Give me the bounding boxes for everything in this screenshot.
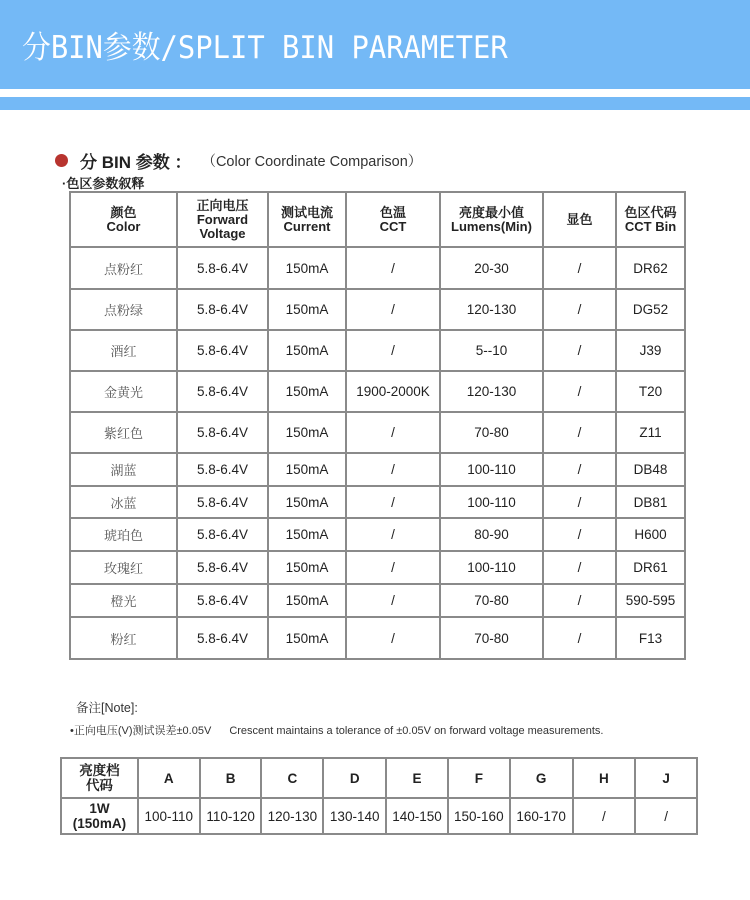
cell-lumens: 120-130 bbox=[440, 371, 543, 412]
cell-value-d: 130-140 bbox=[323, 798, 386, 834]
table-header-row bbox=[70, 192, 685, 247]
cell-cri: / bbox=[543, 412, 616, 453]
table-row bbox=[70, 551, 685, 584]
cell-cri: / bbox=[543, 518, 616, 551]
table-row bbox=[70, 330, 685, 371]
cell-voltage: 5.8-6.4V bbox=[177, 453, 268, 486]
cell-current: 150mA bbox=[268, 453, 346, 486]
header-code-g: G bbox=[510, 758, 573, 798]
cell-cct: / bbox=[346, 330, 440, 371]
cell-value-b: 110-120 bbox=[200, 798, 262, 834]
cell-lumens: 20-30 bbox=[440, 247, 543, 289]
header-code-c: C bbox=[261, 758, 323, 798]
cell-color: 金黄光 bbox=[70, 371, 177, 412]
cell-cct: / bbox=[346, 551, 440, 584]
cell-value-g: 160-170 bbox=[510, 798, 573, 834]
cell-color: 冰蓝 bbox=[70, 486, 177, 518]
table-row bbox=[70, 584, 685, 617]
section-heading bbox=[55, 148, 422, 173]
table-row bbox=[70, 371, 685, 412]
cell-voltage: 5.8-6.4V bbox=[177, 412, 268, 453]
table-row bbox=[70, 453, 685, 486]
cell-lumens: 70-80 bbox=[440, 412, 543, 453]
cell-color: 橙光 bbox=[70, 584, 177, 617]
cell-value-j: / bbox=[635, 798, 697, 834]
cell-bin: DG52 bbox=[616, 289, 685, 330]
cell-cct: / bbox=[346, 584, 440, 617]
cell-color: 湖蓝 bbox=[70, 453, 177, 486]
cell-value-a: 100-110 bbox=[138, 798, 200, 834]
cell-current: 150mA bbox=[268, 371, 346, 412]
note-label: 备注[Note]: bbox=[76, 701, 138, 715]
header-cct: 色温 CCT bbox=[346, 192, 440, 247]
cell-color: 点粉绿 bbox=[70, 289, 177, 330]
cell-bin: 590-595 bbox=[616, 584, 685, 617]
cell-color: 点粉红 bbox=[70, 247, 177, 289]
cell-voltage: 5.8-6.4V bbox=[177, 289, 268, 330]
cell-current: 150mA bbox=[268, 584, 346, 617]
header-color: 颜色 Color bbox=[70, 192, 177, 247]
cell-current: 150mA bbox=[268, 289, 346, 330]
cell-current: 150mA bbox=[268, 486, 346, 518]
cell-cct: 1900-2000K bbox=[346, 371, 440, 412]
cell-cct: / bbox=[346, 486, 440, 518]
cell-cri: / bbox=[543, 551, 616, 584]
cell-lumens: 80-90 bbox=[440, 518, 543, 551]
note-en: Crescent maintains a tolerance of ±0.05V on forward voltage measurements. bbox=[229, 725, 604, 737]
cell-cct: / bbox=[346, 247, 440, 289]
cell-bin: F13 bbox=[616, 617, 685, 659]
note-bullet: • bbox=[70, 725, 74, 737]
header-code-h: H bbox=[573, 758, 636, 798]
cell-color: 酒红 bbox=[70, 330, 177, 371]
header-cct-bin: 色区代码 CCT Bin bbox=[616, 192, 685, 247]
brightness-row bbox=[61, 798, 697, 834]
cell-lumens: 100-110 bbox=[440, 551, 543, 584]
cell-bin: T20 bbox=[616, 371, 685, 412]
cell-current: 150mA bbox=[268, 518, 346, 551]
cell-cri: / bbox=[543, 486, 616, 518]
bin-parameter-table bbox=[69, 191, 686, 660]
cell-value-f: 150-160 bbox=[448, 798, 510, 834]
cell-cct: / bbox=[346, 518, 440, 551]
cell-value-c: 120-130 bbox=[261, 798, 323, 834]
header-current: 测试电流 Current bbox=[268, 192, 346, 247]
cell-color: 玫瑰红 bbox=[70, 551, 177, 584]
row-label-1w: 1W (150mA) bbox=[61, 798, 138, 834]
header-code-d: D bbox=[323, 758, 386, 798]
cell-bin: J39 bbox=[616, 330, 685, 371]
brightness-header-row bbox=[61, 758, 697, 798]
header-code-j: J bbox=[635, 758, 697, 798]
brightness-code-table bbox=[60, 757, 698, 835]
cell-cri: / bbox=[543, 289, 616, 330]
header-lumens-min: 亮度最小值 Lumens(Min) bbox=[440, 192, 543, 247]
note-text bbox=[70, 722, 603, 738]
cell-bin: DR62 bbox=[616, 247, 685, 289]
cell-cri: / bbox=[543, 247, 616, 289]
cell-value-h: / bbox=[573, 798, 636, 834]
table-row bbox=[70, 412, 685, 453]
banner-divider-stripe bbox=[0, 97, 750, 110]
cell-bin: DB48 bbox=[616, 453, 685, 486]
header-banner bbox=[0, 0, 750, 89]
table-row bbox=[70, 486, 685, 518]
section-subtitle: （Color Coordinate Comparison） bbox=[201, 154, 423, 170]
section-title: 分 BIN 参数 ： bbox=[80, 153, 192, 172]
header-color-rendering: 显色 bbox=[543, 192, 616, 247]
cell-voltage: 5.8-6.4V bbox=[177, 371, 268, 412]
cell-cct: / bbox=[346, 412, 440, 453]
note-cn: 正向电压(V)测试误差±0.05V bbox=[73, 725, 212, 737]
cell-voltage: 5.8-6.4V bbox=[177, 247, 268, 289]
cell-bin: DB81 bbox=[616, 486, 685, 518]
table-row bbox=[70, 617, 685, 659]
table-row bbox=[70, 518, 685, 551]
cell-voltage: 5.8-6.4V bbox=[177, 330, 268, 371]
cell-voltage: 5.8-6.4V bbox=[177, 551, 268, 584]
table-caption: ·色区参数叙释 bbox=[62, 176, 145, 191]
cell-color: 粉红 bbox=[70, 617, 177, 659]
cell-cri: / bbox=[543, 453, 616, 486]
cell-cct: / bbox=[346, 289, 440, 330]
red-bullet-icon bbox=[55, 154, 68, 167]
cell-current: 150mA bbox=[268, 330, 346, 371]
cell-current: 150mA bbox=[268, 412, 346, 453]
cell-cri: / bbox=[543, 617, 616, 659]
cell-bin: DR61 bbox=[616, 551, 685, 584]
cell-lumens: 100-110 bbox=[440, 453, 543, 486]
cell-lumens: 70-80 bbox=[440, 584, 543, 617]
cell-cri: / bbox=[543, 371, 616, 412]
header-code-f: F bbox=[448, 758, 510, 798]
cell-bin: Z11 bbox=[616, 412, 685, 453]
cell-current: 150mA bbox=[268, 617, 346, 659]
cell-lumens: 5--10 bbox=[440, 330, 543, 371]
header-forward-voltage: 正向电压 Forward Voltage bbox=[177, 192, 268, 247]
cell-voltage: 5.8-6.4V bbox=[177, 486, 268, 518]
table-row bbox=[70, 289, 685, 330]
header-code-e: E bbox=[386, 758, 448, 798]
cell-lumens: 100-110 bbox=[440, 486, 543, 518]
cell-voltage: 5.8-6.4V bbox=[177, 617, 268, 659]
header-brightness-code: 亮度档 代码 bbox=[61, 758, 138, 798]
cell-bin: H600 bbox=[616, 518, 685, 551]
cell-cri: / bbox=[543, 584, 616, 617]
cell-cct: / bbox=[346, 617, 440, 659]
header-code-a: A bbox=[138, 758, 200, 798]
cell-current: 150mA bbox=[268, 551, 346, 584]
cell-value-e: 140-150 bbox=[386, 798, 448, 834]
cell-voltage: 5.8-6.4V bbox=[177, 584, 268, 617]
cell-voltage: 5.8-6.4V bbox=[177, 518, 268, 551]
table-row bbox=[70, 247, 685, 289]
cell-lumens: 120-130 bbox=[440, 289, 543, 330]
cell-cct: / bbox=[346, 453, 440, 486]
cell-current: 150mA bbox=[268, 247, 346, 289]
cell-color: 琥珀色 bbox=[70, 518, 177, 551]
page-title: 分BIN参数/SPLIT BIN PARAMETER bbox=[22, 30, 508, 66]
cell-lumens: 70-80 bbox=[440, 617, 543, 659]
cell-color: 紫红色 bbox=[70, 412, 177, 453]
header-code-b: B bbox=[200, 758, 262, 798]
cell-cri: / bbox=[543, 330, 616, 371]
